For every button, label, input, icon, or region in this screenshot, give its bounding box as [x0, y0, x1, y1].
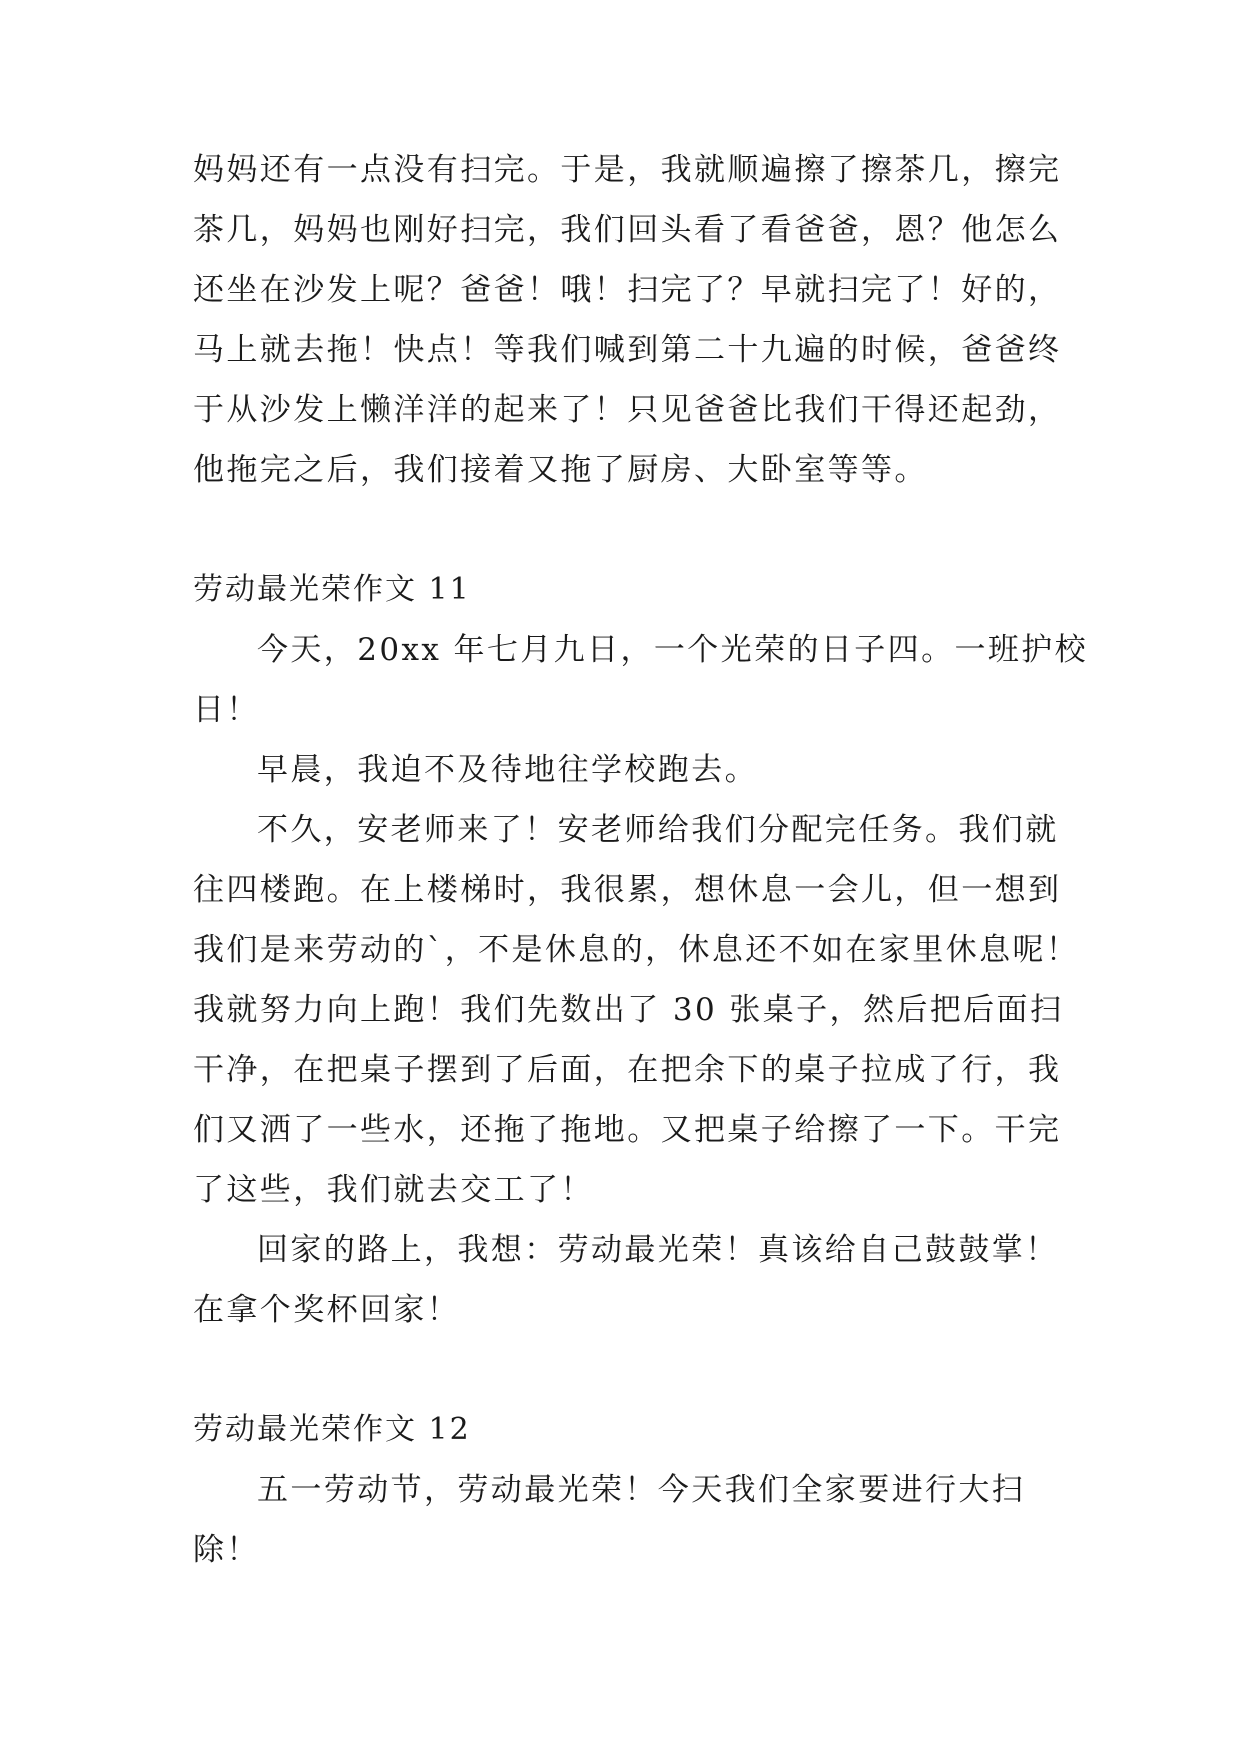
paragraph-line: 们又洒了一些水，还拖了拖地。又把桌子给擦了一下。干完: [193, 1112, 1062, 1148]
paragraph-line: 他拖完之后，我们接着又拖了厨房、大卧室等等。: [193, 452, 928, 488]
paragraph-line: 我就努力向上跑！我们先数出了 30 张桌子，然后把后面扫: [193, 992, 1064, 1028]
paragraph-line: 除！: [193, 1532, 260, 1568]
section-heading: 劳动最光荣作文 12: [193, 1412, 471, 1447]
paragraph-line: 早晨，我迫不及待地往学校跑去。: [257, 752, 758, 788]
paragraph-line: 五一劳动节，劳动最光荣！今天我们全家要进行大扫: [257, 1472, 1026, 1508]
paragraph-line: 往四楼跑。在上楼梯时，我很累，想休息一会儿，但一想到: [193, 872, 1062, 908]
paragraph-line: 今天，20xx 年七月九日，一个光荣的日子四。一班护校: [257, 632, 1089, 668]
paragraph-line: 茶几，妈妈也刚好扫完，我们回头看了看爸爸，恩？他怎么: [193, 212, 1062, 248]
paragraph-line: 回家的路上，我想：劳动最光荣！真该给自己鼓鼓掌！: [257, 1232, 1059, 1268]
paragraph-line: 妈妈还有一点没有扫完。于是，我就顺遍擦了擦茶几，擦完: [193, 152, 1062, 188]
paragraph-line: 干净，在把桌子摆到了后面，在把余下的桌子拉成了行，我: [193, 1052, 1062, 1088]
paragraph-line: 我们是来劳动的`，不是休息的，休息还不如在家里休息呢！: [193, 932, 1080, 968]
paragraph-line: 还坐在沙发上呢？爸爸！哦！扫完了？早就扫完了！好的，: [193, 272, 1062, 308]
paragraph-line: 在拿个奖杯回家！: [193, 1292, 461, 1328]
paragraph-line: 日！: [193, 692, 260, 728]
paragraph-line: 了这些，我们就去交工了！: [193, 1172, 594, 1208]
paragraph-line: 马上就去拖！快点！等我们喊到第二十九遍的时候，爸爸终: [193, 332, 1062, 368]
paragraph-line: 不久，安老师来了！安老师给我们分配完任务。我们就: [257, 812, 1059, 848]
section-heading: 劳动最光荣作文 11: [193, 572, 471, 607]
paragraph-line: 于从沙发上懒洋洋的起来了！只见爸爸比我们干得还起劲，: [193, 392, 1062, 428]
